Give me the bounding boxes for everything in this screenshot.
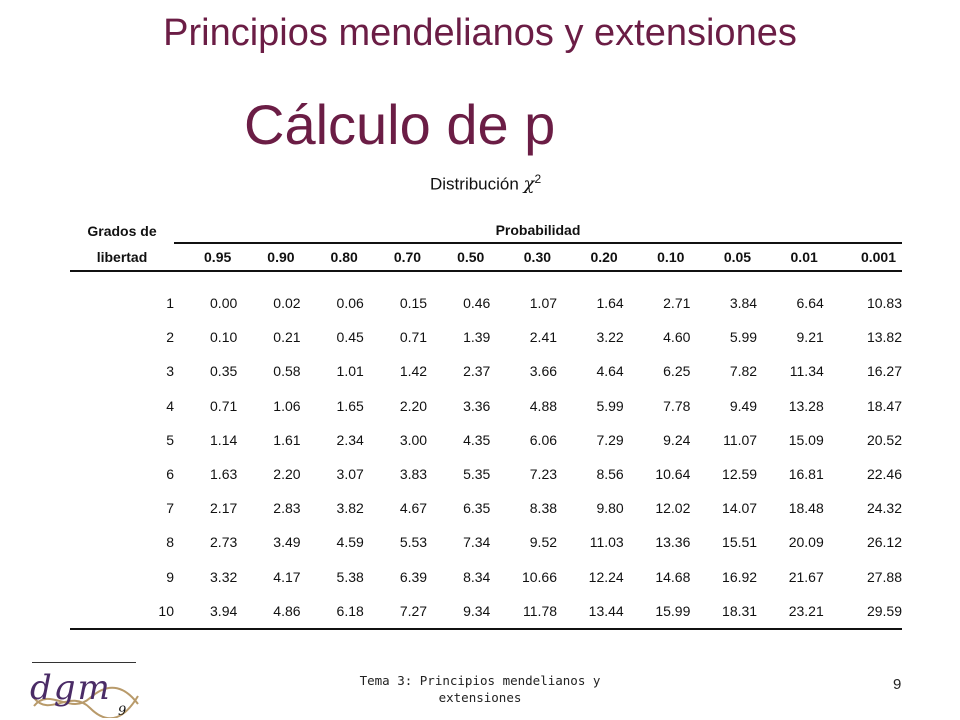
value-cell: 0.46 <box>463 295 491 312</box>
value-cell: 5.99 <box>729 329 758 346</box>
footer-topic <box>330 672 630 706</box>
value-cell: 6.25 <box>663 363 691 380</box>
value-cell: 15.09 <box>788 431 824 448</box>
value-cell: 8.34 <box>463 568 491 585</box>
value-cell: 12.24 <box>588 568 624 585</box>
header-prob-1: 0.90 <box>237 243 300 271</box>
table-row <box>70 594 902 629</box>
header-prob-9: 0.01 <box>757 243 824 271</box>
header-prob-10: 0.001 <box>824 243 902 271</box>
value-cell: 13.28 <box>788 397 824 414</box>
value-cell: 20.52 <box>866 431 902 448</box>
table-row <box>70 389 902 423</box>
value-cell: 1.01 <box>336 363 364 380</box>
value-cell: 11.03 <box>589 534 624 551</box>
header-prob-2: 0.80 <box>301 243 364 271</box>
table-caption <box>430 172 541 195</box>
logo-text: dgm <box>30 668 112 708</box>
value-cell: 15.99 <box>624 594 691 629</box>
value-cell: 2.34 <box>336 431 364 448</box>
value-cell: 12.59 <box>722 466 758 483</box>
value-cell: 9.49 <box>729 397 758 414</box>
value-cell: 0.71 <box>210 397 238 414</box>
footer-topic-line1: Tema 3: Principios mendelianos y <box>359 673 601 688</box>
value-cell: 7.23 <box>529 466 558 483</box>
value-cell: 3.22 <box>596 329 624 346</box>
value-cell: 29.59 <box>824 594 902 629</box>
value-cell: 0.00 <box>210 295 238 312</box>
value-cell: 11.34 <box>789 363 824 380</box>
value-cell: 13.44 <box>557 594 624 629</box>
value-cell: 4.17 <box>273 568 301 585</box>
value-cell: 9.34 <box>427 594 490 629</box>
df-cell: 10 <box>70 594 174 629</box>
value-cell: 0.35 <box>210 363 238 380</box>
df-cell: 9 <box>166 568 174 585</box>
value-cell: 1.42 <box>399 363 428 380</box>
value-cell: 0.02 <box>273 295 301 312</box>
df-cell: 2 <box>166 329 174 346</box>
value-cell: 4.67 <box>399 500 428 517</box>
value-cell: 3.82 <box>336 500 364 517</box>
value-cell: 4.86 <box>237 594 300 629</box>
value-cell: 9.21 <box>796 329 824 346</box>
value-cell: 5.53 <box>399 534 428 551</box>
value-cell: 3.00 <box>399 431 428 448</box>
value-cell: 13.36 <box>655 534 691 551</box>
df-cell: 3 <box>166 363 174 380</box>
value-cell: 1.39 <box>463 329 491 346</box>
value-cell: 3.36 <box>463 397 491 414</box>
slide-title: Principios mendelianos y extensiones <box>163 12 797 54</box>
value-cell: 3.66 <box>529 363 558 380</box>
value-cell: 9.80 <box>596 500 624 517</box>
header-prob-3: 0.70 <box>364 243 427 271</box>
value-cell: 14.68 <box>655 568 691 585</box>
value-cell: 1.63 <box>210 466 238 483</box>
table-body <box>70 286 902 629</box>
footer-divider <box>32 662 136 663</box>
header-row-2 <box>70 243 902 271</box>
value-cell: 3.83 <box>399 466 428 483</box>
chi-exponent: 2 <box>534 172 542 186</box>
value-cell: 11.78 <box>490 594 557 629</box>
value-cell: 12.02 <box>655 500 691 517</box>
value-cell: 26.12 <box>866 534 902 551</box>
value-cell: 18.48 <box>788 500 824 517</box>
header-prob-0: 0.95 <box>174 243 237 271</box>
table-row <box>70 320 902 354</box>
value-cell: 5.38 <box>336 568 364 585</box>
header-libertad: libertad <box>70 243 174 271</box>
chi-square-table <box>70 218 902 630</box>
value-cell: 20.09 <box>788 534 824 551</box>
value-cell: 4.88 <box>529 397 558 414</box>
header-prob-7: 0.10 <box>624 243 691 271</box>
value-cell: 1.06 <box>273 397 301 414</box>
chi-symbol: χ <box>523 173 535 195</box>
value-cell: 0.45 <box>336 329 364 346</box>
value-cell: 5.99 <box>596 397 624 414</box>
value-cell: 2.41 <box>529 329 558 346</box>
value-cell: 8.56 <box>596 466 624 483</box>
header-row-1 <box>70 218 902 243</box>
value-cell: 1.65 <box>336 397 364 414</box>
value-cell: 1.14 <box>210 431 238 448</box>
value-cell: 22.46 <box>866 466 902 483</box>
value-cell: 14.07 <box>722 500 758 517</box>
df-cell: 7 <box>166 500 174 517</box>
value-cell: 6.35 <box>463 500 491 517</box>
value-cell: 13.82 <box>866 329 902 346</box>
value-cell: 1.07 <box>529 295 558 312</box>
df-cell: 6 <box>166 466 174 483</box>
value-cell: 16.92 <box>722 568 758 585</box>
header-probabilidad: Probabilidad <box>495 222 581 238</box>
df-cell: 5 <box>166 431 174 448</box>
value-cell: 27.88 <box>866 568 902 585</box>
value-cell: 18.31 <box>690 594 757 629</box>
value-cell: 8.38 <box>529 500 558 517</box>
value-cell: 23.21 <box>757 594 824 629</box>
value-cell: 2.71 <box>663 295 691 312</box>
logo-number: 9 <box>118 704 127 719</box>
page-number: 9 <box>893 676 902 693</box>
table-row <box>70 491 902 525</box>
value-cell: 16.81 <box>788 466 824 483</box>
header-prob-8: 0.05 <box>690 243 757 271</box>
value-cell: 3.32 <box>210 568 238 585</box>
value-cell: 6.64 <box>796 295 824 312</box>
value-cell: 3.07 <box>336 466 364 483</box>
header-prob-5: 0.30 <box>490 243 557 271</box>
table-row <box>70 560 902 594</box>
value-cell: 3.49 <box>273 534 301 551</box>
df-cell: 1 <box>166 295 174 312</box>
df-cell: 4 <box>166 397 174 414</box>
value-cell: 3.84 <box>729 295 758 312</box>
table-row <box>70 525 902 559</box>
value-cell: 0.06 <box>336 295 364 312</box>
value-cell: 9.24 <box>663 431 691 448</box>
value-cell: 0.15 <box>399 295 428 312</box>
value-cell: 2.37 <box>463 363 491 380</box>
value-cell: 6.06 <box>529 431 558 448</box>
value-cell: 0.71 <box>399 329 428 346</box>
value-cell: 18.47 <box>866 397 902 414</box>
value-cell: 7.78 <box>663 397 691 414</box>
value-cell: 7.34 <box>463 534 491 551</box>
table-row <box>70 286 902 320</box>
footer-topic-line2: extensiones <box>438 690 522 705</box>
table-row <box>70 423 902 457</box>
header-grados: Grados de <box>87 222 157 239</box>
value-cell: 11.07 <box>723 431 758 448</box>
value-cell: 5.35 <box>463 466 491 483</box>
value-cell: 6.18 <box>301 594 364 629</box>
value-cell: 10.83 <box>866 295 902 312</box>
value-cell: 7.27 <box>364 594 427 629</box>
df-cell: 8 <box>166 534 174 551</box>
value-cell: 6.39 <box>399 568 428 585</box>
value-cell: 9.52 <box>529 534 558 551</box>
value-cell: 0.58 <box>273 363 301 380</box>
value-cell: 7.29 <box>596 431 624 448</box>
header-prob-6: 0.20 <box>557 243 624 271</box>
header-prob-4: 0.50 <box>427 243 490 271</box>
value-cell: 3.94 <box>174 594 237 629</box>
value-cell: 2.17 <box>210 500 238 517</box>
value-cell: 2.73 <box>210 534 238 551</box>
value-cell: 15.51 <box>722 534 758 551</box>
value-cell: 1.64 <box>596 295 624 312</box>
value-cell: 4.59 <box>336 534 364 551</box>
value-cell: 10.64 <box>655 466 691 483</box>
value-cell: 10.66 <box>521 568 558 585</box>
value-cell: 1.61 <box>273 431 301 448</box>
value-cell: 24.32 <box>866 500 902 517</box>
value-cell: 0.10 <box>210 329 238 346</box>
value-cell: 2.20 <box>399 397 428 414</box>
table-caption-text: Distribución <box>430 174 524 194</box>
value-cell: 2.83 <box>273 500 301 517</box>
table-row <box>70 457 902 491</box>
value-cell: 4.60 <box>663 329 691 346</box>
value-cell: 16.27 <box>866 363 902 380</box>
value-cell: 21.67 <box>788 568 824 585</box>
value-cell: 7.82 <box>729 363 758 380</box>
table-row <box>70 354 902 388</box>
value-cell: 2.20 <box>273 466 301 483</box>
value-cell: 0.21 <box>273 329 301 346</box>
slide-subtitle: Cálculo de p <box>244 93 556 156</box>
value-cell: 4.35 <box>463 431 491 448</box>
value-cell: 4.64 <box>596 363 624 380</box>
